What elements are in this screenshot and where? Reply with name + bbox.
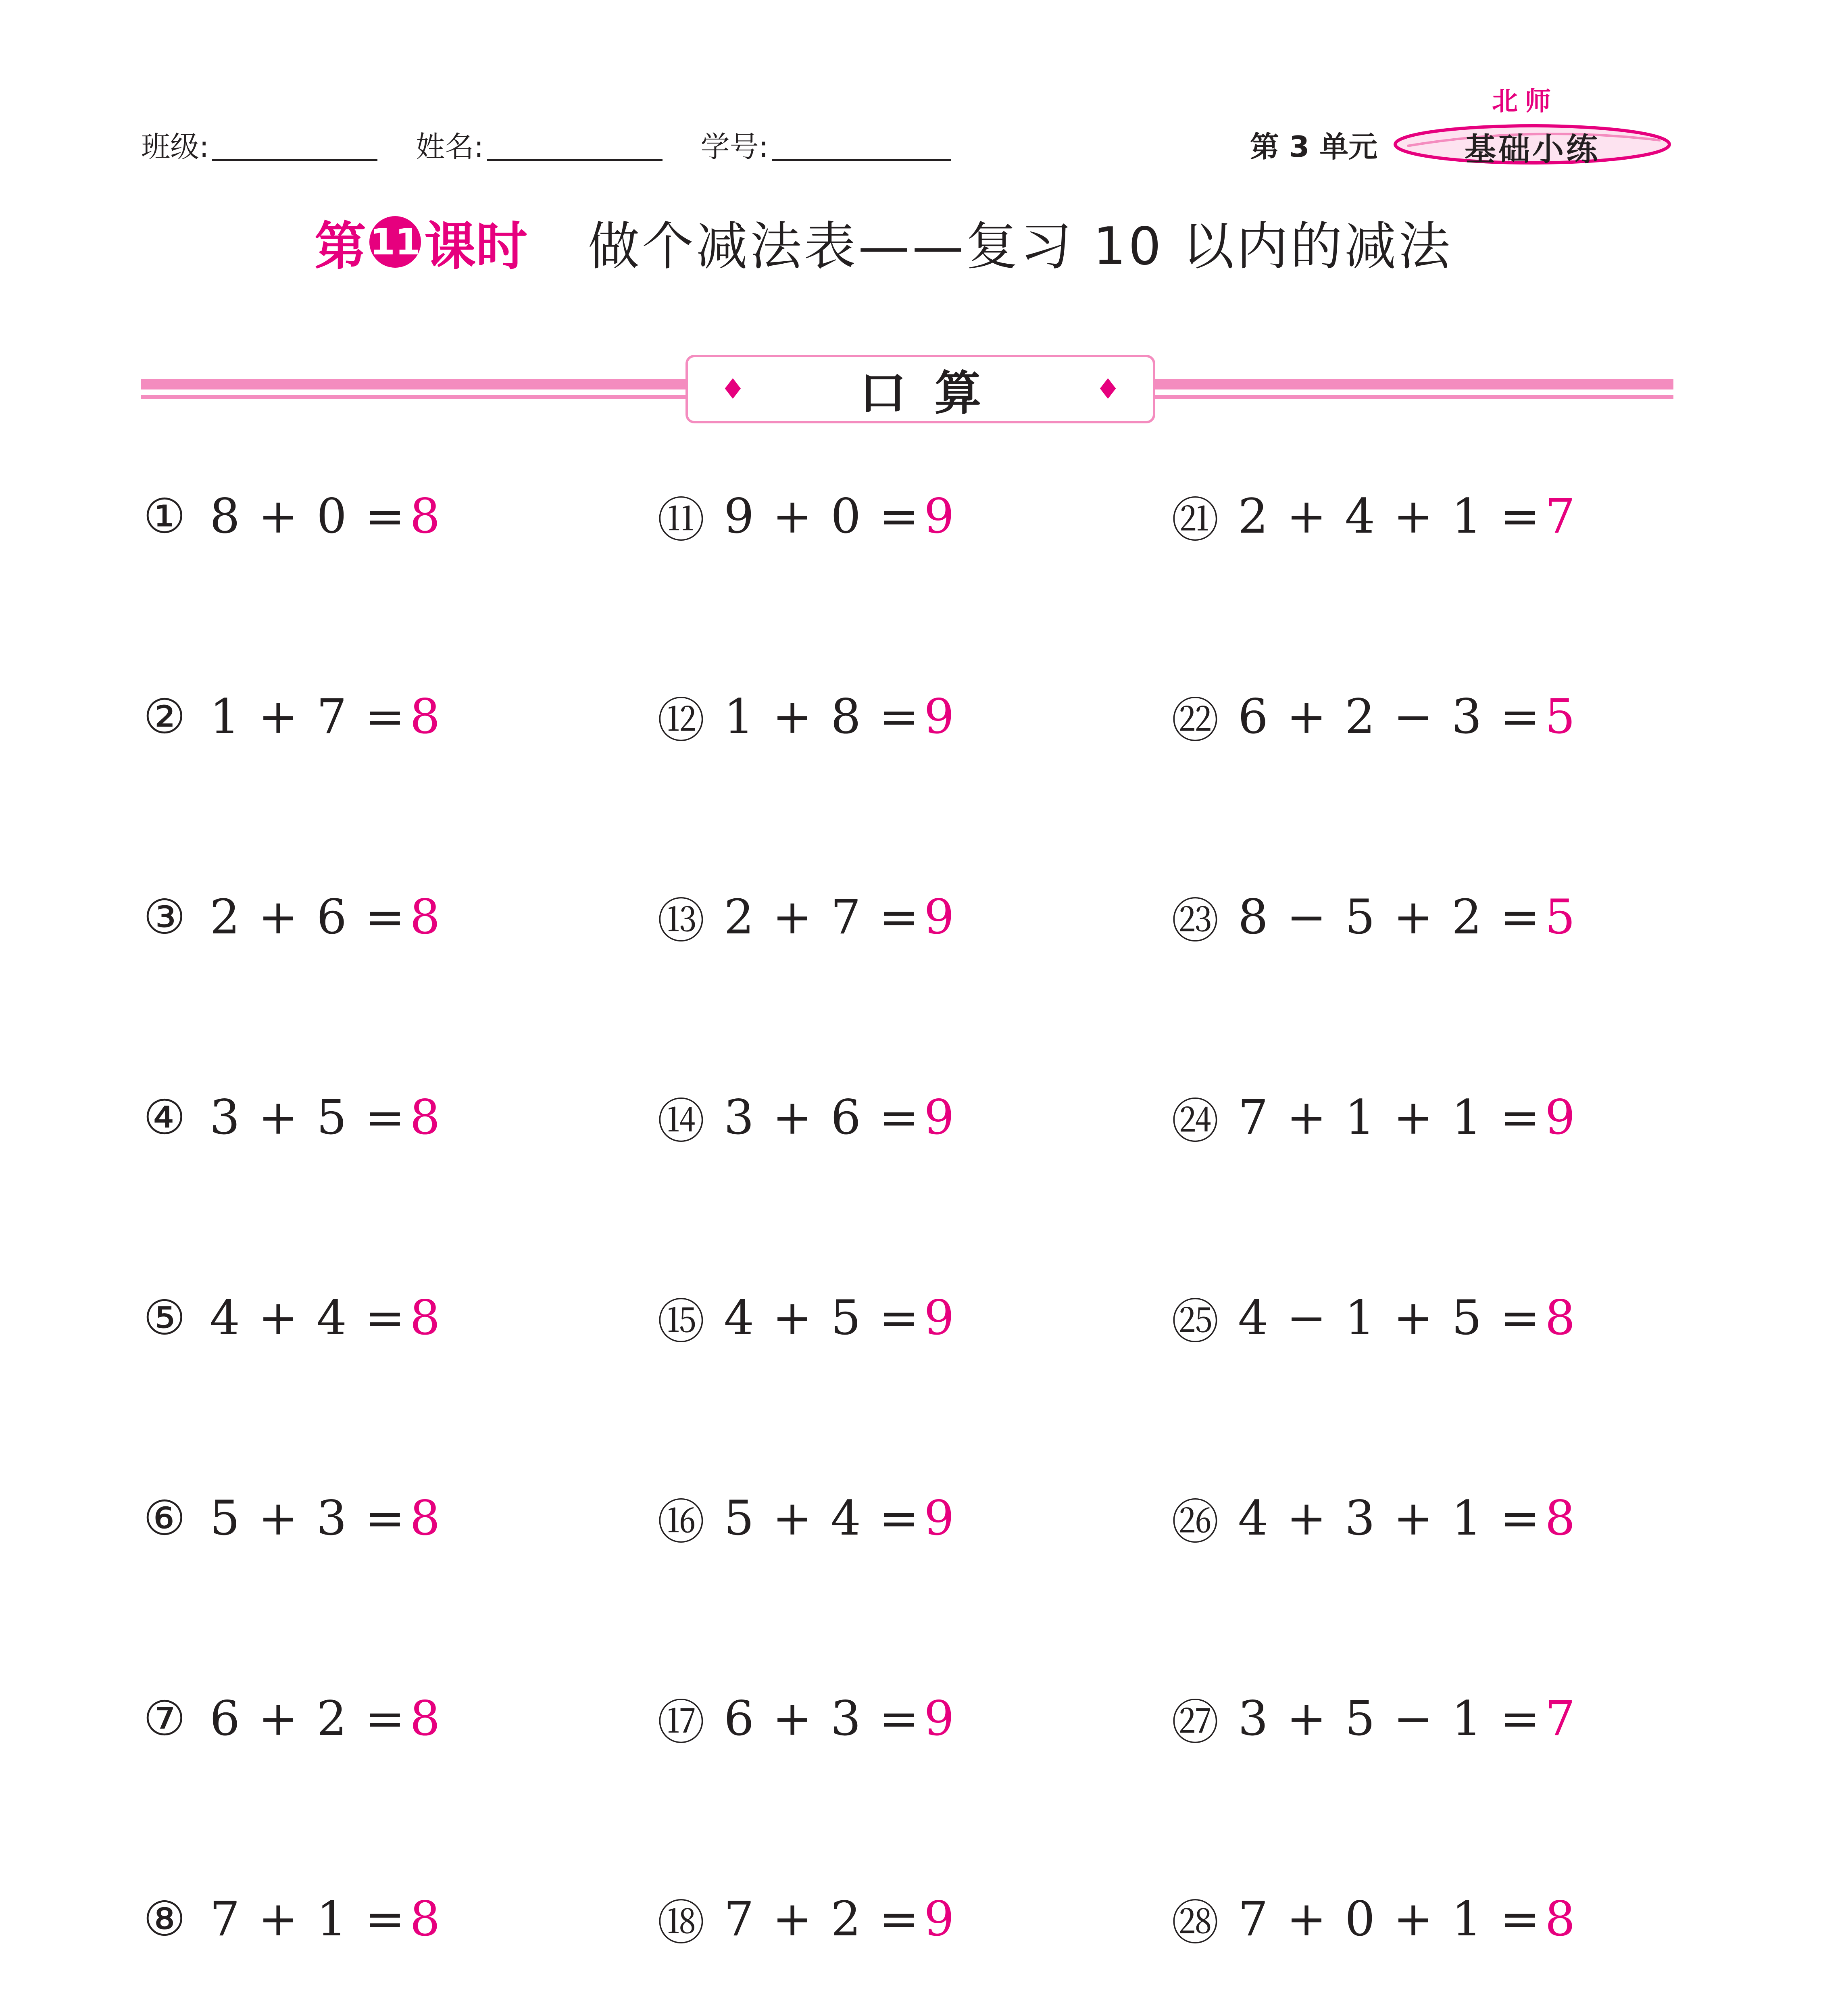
brand-title: 基础小练 (1464, 131, 1600, 168)
problem-item (143, 1281, 657, 1354)
class-blank[interactable] (212, 159, 377, 161)
problem-expression: 7 + 0 + 1 = (1238, 1891, 1542, 1947)
problem-expression: 2 + 6 = (210, 889, 407, 945)
problem-number: ㉕ (1171, 1294, 1219, 1350)
problem-number: ㉓ (1171, 893, 1219, 949)
problem-answer: 8 (1545, 1490, 1575, 1546)
problem-number: ⑱ (657, 1895, 705, 1951)
problem-answer: 7 (1545, 488, 1575, 544)
brand-logo (1383, 81, 1681, 177)
problem-expression: 3 + 5 = (210, 1089, 407, 1145)
name-field (416, 123, 662, 165)
student-no-field (701, 123, 951, 165)
unit-label: 第 3 单元 (1250, 130, 1378, 164)
problem-number: ⑪ (657, 492, 705, 548)
problem-expression: 9 + 0 = (724, 488, 921, 544)
problem-expression: 5 + 4 = (724, 1490, 921, 1546)
problem-item (143, 881, 657, 953)
student-no-blank[interactable] (772, 159, 951, 161)
problem-answer: 7 (1545, 1691, 1575, 1746)
problem-expression: 6 + 3 = (724, 1691, 921, 1746)
problem-number: ⑥ (143, 1490, 186, 1546)
lesson-tag (315, 205, 527, 279)
problem-expression: 4 + 3 + 1 = (1238, 1490, 1542, 1546)
problem-item (657, 680, 1171, 753)
problem-answer: 8 (410, 1891, 440, 1947)
problem-item (143, 1081, 657, 1154)
problem-number: ③ (143, 889, 186, 945)
problem-number: ⑯ (657, 1494, 705, 1550)
problem-expression: 8 − 5 + 2 = (1238, 889, 1542, 945)
problem-item (143, 1682, 657, 1755)
problem-answer: 8 (410, 1691, 440, 1746)
problem-answer: 9 (924, 1089, 954, 1145)
student-info-line (141, 121, 990, 165)
problem-item (143, 1482, 657, 1554)
problem-expression: 2 + 4 + 1 = (1238, 488, 1542, 544)
problem-number: ㉔ (1171, 1093, 1219, 1149)
lesson-suffix: 课时 (424, 217, 528, 277)
section-title: 口算 (859, 366, 1010, 421)
problem-item (657, 480, 1171, 552)
problem-item (1171, 1081, 1675, 1154)
problem-answer: 9 (924, 1490, 954, 1546)
problem-number: ⑭ (657, 1093, 705, 1149)
problem-expression: 6 + 2 = (210, 1691, 407, 1746)
problem-answer: 5 (1545, 689, 1575, 744)
problem-answer: 8 (410, 689, 440, 744)
problem-item (657, 1482, 1171, 1554)
problem-answer: 9 (924, 1891, 954, 1947)
problem-item (1171, 1482, 1675, 1554)
problem-answer: 8 (1545, 1891, 1575, 1947)
brand-subtitle: 北师 (1492, 87, 1558, 117)
problem-answer: 8 (1545, 1290, 1575, 1345)
problem-number: ⑧ (143, 1891, 186, 1947)
problem-number: ㉗ (1171, 1695, 1219, 1750)
problem-item (143, 1883, 657, 1955)
student-no-label: 学号: (700, 130, 769, 164)
problem-expression: 4 + 4 = (210, 1290, 407, 1345)
problem-expression: 6 + 2 − 3 = (1238, 689, 1542, 744)
problem-item (657, 1081, 1171, 1154)
problem-number: ② (143, 689, 186, 744)
problem-expression: 3 + 6 = (724, 1089, 921, 1145)
class-label: 班级: (141, 130, 209, 164)
problem-answer: 9 (924, 889, 954, 945)
problem-expression: 1 + 7 = (210, 689, 407, 744)
lesson-prefix: 第 (315, 217, 367, 277)
problem-answer: 9 (924, 1691, 954, 1746)
page-title: 做个减法表——复习 10 以内的减法 (588, 217, 1453, 277)
lesson-number-badge: 11 (369, 216, 421, 268)
diamond-icon: ♦ (720, 373, 746, 406)
problem-number: ⑮ (657, 1294, 705, 1350)
problem-item (657, 881, 1171, 953)
problem-number: ⑫ (657, 693, 705, 748)
problem-answer: 8 (410, 889, 440, 945)
problem-number: ④ (143, 1089, 186, 1145)
problem-item (1171, 881, 1675, 953)
problem-item (1171, 1682, 1675, 1755)
problem-expression: 8 + 0 = (210, 488, 407, 544)
name-blank[interactable] (487, 159, 663, 161)
problem-number: ㉘ (1171, 1895, 1219, 1951)
lesson-title-row (315, 206, 1452, 278)
problem-item (1171, 1883, 1675, 1955)
problem-expression: 5 + 3 = (210, 1490, 407, 1546)
problem-number: ⑰ (657, 1695, 705, 1750)
problem-expression: 7 + 1 + 1 = (1238, 1089, 1542, 1145)
problem-answer: 9 (924, 1290, 954, 1345)
problem-number: ㉖ (1171, 1494, 1219, 1550)
problem-number: ㉒ (1171, 693, 1219, 748)
problem-answer: 9 (924, 689, 954, 744)
name-label: 姓名: (416, 130, 484, 164)
problem-answer: 9 (924, 488, 954, 544)
problem-number: ⑬ (657, 893, 705, 949)
problem-expression: 2 + 7 = (724, 889, 921, 945)
problem-expression: 7 + 2 = (724, 1891, 921, 1947)
problem-item (143, 480, 657, 552)
problem-expression: 3 + 5 − 1 = (1238, 1691, 1542, 1746)
problem-expression: 7 + 1 = (210, 1891, 407, 1947)
problem-expression: 1 + 8 = (724, 689, 921, 744)
problem-item (657, 1883, 1171, 1955)
problem-grid (143, 480, 1675, 2016)
problem-item (657, 1281, 1171, 1354)
problem-item (1171, 1281, 1675, 1354)
problem-item (143, 680, 657, 753)
problem-answer: 8 (410, 1490, 440, 1546)
problem-expression: 4 + 5 = (724, 1290, 921, 1345)
problem-number: ㉑ (1171, 492, 1219, 548)
diamond-icon: ♦ (1095, 373, 1121, 406)
section-banner (685, 355, 1155, 423)
problem-answer: 8 (410, 488, 440, 544)
problem-item (1171, 480, 1675, 552)
problem-answer: 8 (410, 1290, 440, 1345)
problem-expression: 4 − 1 + 5 = (1238, 1290, 1542, 1345)
problem-number: ⑤ (143, 1290, 186, 1345)
problem-item (1171, 680, 1675, 753)
class-field (141, 123, 377, 165)
problem-answer: 5 (1545, 889, 1575, 945)
problem-number: ① (143, 488, 186, 544)
problem-number: ⑦ (143, 1691, 186, 1746)
problem-item (657, 1682, 1171, 1755)
problem-answer: 8 (410, 1089, 440, 1145)
problem-answer: 9 (1545, 1089, 1575, 1145)
